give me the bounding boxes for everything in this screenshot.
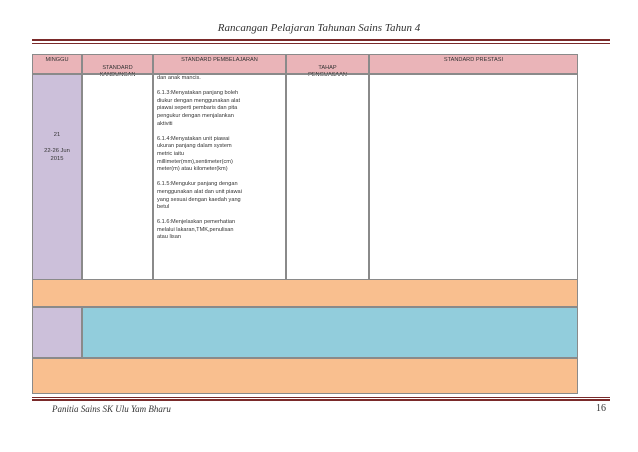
sp-item: dan anak mancis. — [157, 75, 201, 81]
col-header-standard-pembelajaran — [153, 54, 286, 74]
page-header-title: Rancangan Pelajaran Tahunan Sains Tahun 4 — [217, 22, 421, 34]
week-number: 21 — [53, 132, 61, 138]
week-year: 2015 — [50, 156, 64, 162]
peach-band-row-bottom — [32, 358, 578, 394]
col-header-standard-kandungan-label: STANDARD KANDUNGAN — [99, 64, 136, 79]
col-header-standard-prestasi — [369, 54, 578, 74]
header-rule-thin — [32, 43, 610, 44]
week-dates: 22-26 Jun — [44, 148, 70, 154]
peach-band-row — [32, 279, 578, 307]
col-header-standard-pembelajaran-label: STANDARD PEMBELAJARAN — [181, 57, 258, 63]
page-number: 16 — [596, 403, 606, 414]
header-rule-thick — [32, 39, 610, 41]
footer-rule-thin — [32, 397, 610, 398]
sp-item: 6.1.4:Menyatakan unit piawai ukuran panjang dalam system metric iaitu millimeter(mm),sentimeter(cm) meter(m) atau kilometer(km) — [157, 135, 233, 173]
col-header-minggu — [32, 54, 82, 74]
footer-panel-name: Panitia Sains SK Ulu Yam Bharu — [52, 404, 171, 414]
col-header-tahap-penguasaan — [286, 54, 369, 79]
teal-band-cell — [82, 307, 578, 358]
col-header-tahap-penguasaan-label: TAHAP PENGUASAAN — [308, 64, 347, 79]
sp-item: 6.1.5:Mengukur panjang dengan menggunakan alat dan unit piawai yang sesuai dengan kaedah yang betul — [157, 181, 242, 211]
footer-rule-thick — [32, 399, 610, 401]
sp-item: 6.1.6:Menjelaskan pemerhatian melalui lakaran,TMK,penulisan atau lisan — [157, 219, 236, 241]
sp-item: 6.1.3:Menyatakan panjang boleh diukur dengan menggunakan alat piawai seperti pembaris dan pita pengukur dengan menjalankan aktiviti — [157, 90, 241, 127]
col-header-minggu-label: MINGGU — [45, 57, 69, 63]
col-header-standard-prestasi-label: STANDARD PRESTASI — [443, 57, 504, 63]
col-header-standard-kandungan — [82, 54, 153, 79]
lavender-band-cell — [32, 307, 82, 358]
